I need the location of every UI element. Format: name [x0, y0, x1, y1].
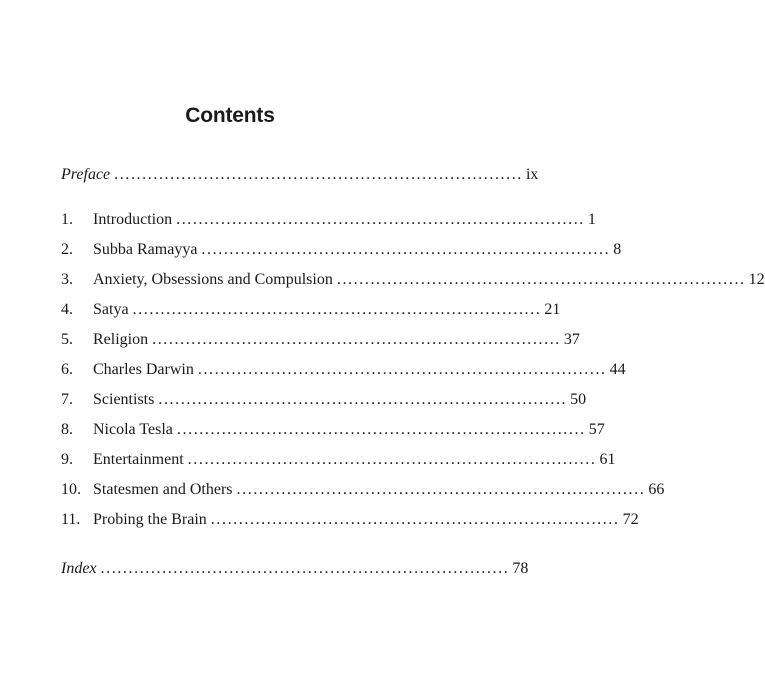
toc-entry-chapter[interactable]: [61, 479, 665, 501]
dot-leader: .........................................................................: [201, 241, 611, 258]
toc-page-number: 61: [599, 451, 616, 468]
chapter-number: 2.: [61, 241, 73, 258]
toc-entry-preface[interactable]: [61, 164, 539, 186]
chapter-number: 7.: [61, 391, 73, 408]
toc-page-number: 57: [588, 421, 605, 438]
chapter-number: 11.: [61, 511, 81, 528]
toc-entry-chapter[interactable]: [61, 329, 580, 351]
dot-leader: .........................................................................: [132, 301, 542, 318]
page-title: Contents: [185, 104, 275, 127]
dot-leader: .........................................................................: [336, 271, 746, 288]
toc-page-number: 78: [512, 560, 529, 577]
dot-leader: .........................................................................: [176, 421, 586, 438]
chapter-title: Statesmen and Others: [93, 481, 233, 498]
dot-leader: .........................................................................: [176, 211, 585, 228]
chapter-title: Entertainment: [93, 451, 184, 468]
toc-entry-chapter[interactable]: [61, 419, 605, 441]
toc-entry-label: Preface: [61, 166, 111, 183]
chapter-number: 8.: [61, 421, 73, 438]
toc-page-number: 21: [544, 301, 561, 318]
toc-page-number: 12: [748, 271, 765, 288]
toc-entry-label: Index: [61, 560, 97, 577]
chapter-number: 1.: [61, 211, 73, 228]
toc-entry-chapter[interactable]: [61, 449, 616, 471]
chapter-title: Subba Ramayya: [93, 241, 198, 258]
dot-leader: .........................................................................: [197, 361, 607, 378]
toc-page-number: 44: [609, 361, 626, 378]
chapter-number: 5.: [61, 331, 73, 348]
chapter-title: Religion: [93, 331, 149, 348]
toc-page-number: 66: [648, 481, 665, 498]
toc-entry-chapter[interactable]: [61, 239, 622, 261]
dot-leader: .........................................................................: [114, 166, 523, 183]
chapter-title: Anxiety, Obsessions and Compulsion: [93, 271, 333, 288]
toc-page-number: 37: [563, 331, 580, 348]
dot-leader: .........................................................................: [100, 560, 510, 577]
toc-page-number: 72: [622, 511, 639, 528]
chapter-title: Probing the Brain: [93, 511, 207, 528]
toc-entry-chapter[interactable]: [61, 209, 596, 231]
dot-leader: .........................................................................: [187, 451, 597, 468]
toc-page-number: 1: [587, 211, 596, 228]
toc-page-number: 8: [613, 241, 622, 258]
dot-leader: .........................................................................: [152, 331, 561, 348]
chapter-number: 3.: [61, 271, 73, 288]
chapter-number: 9.: [61, 451, 73, 468]
chapter-number: 10.: [61, 481, 81, 498]
chapter-number: 6.: [61, 361, 73, 378]
dot-leader: .........................................................................: [158, 391, 568, 408]
toc-page-number: 50: [570, 391, 587, 408]
chapter-title: Satya: [93, 301, 129, 318]
dot-leader: .........................................................................: [210, 511, 620, 528]
chapter-number: 4.: [61, 301, 73, 318]
chapter-title: Introduction: [93, 211, 173, 228]
toc-entry-chapter[interactable]: [61, 389, 587, 411]
toc-entry-chapter[interactable]: [61, 359, 626, 381]
toc-page-number: ix: [525, 166, 539, 183]
chapter-title: Scientists: [93, 391, 155, 408]
toc-entry-chapter[interactable]: [61, 269, 765, 291]
chapter-title: Charles Darwin: [93, 361, 194, 378]
dot-leader: .........................................................................: [236, 481, 646, 498]
toc-entry-index[interactable]: [61, 558, 529, 580]
toc-entry-chapter[interactable]: [61, 509, 639, 531]
toc-entry-chapter[interactable]: [61, 299, 561, 321]
chapter-title: Nicola Tesla: [93, 421, 173, 438]
